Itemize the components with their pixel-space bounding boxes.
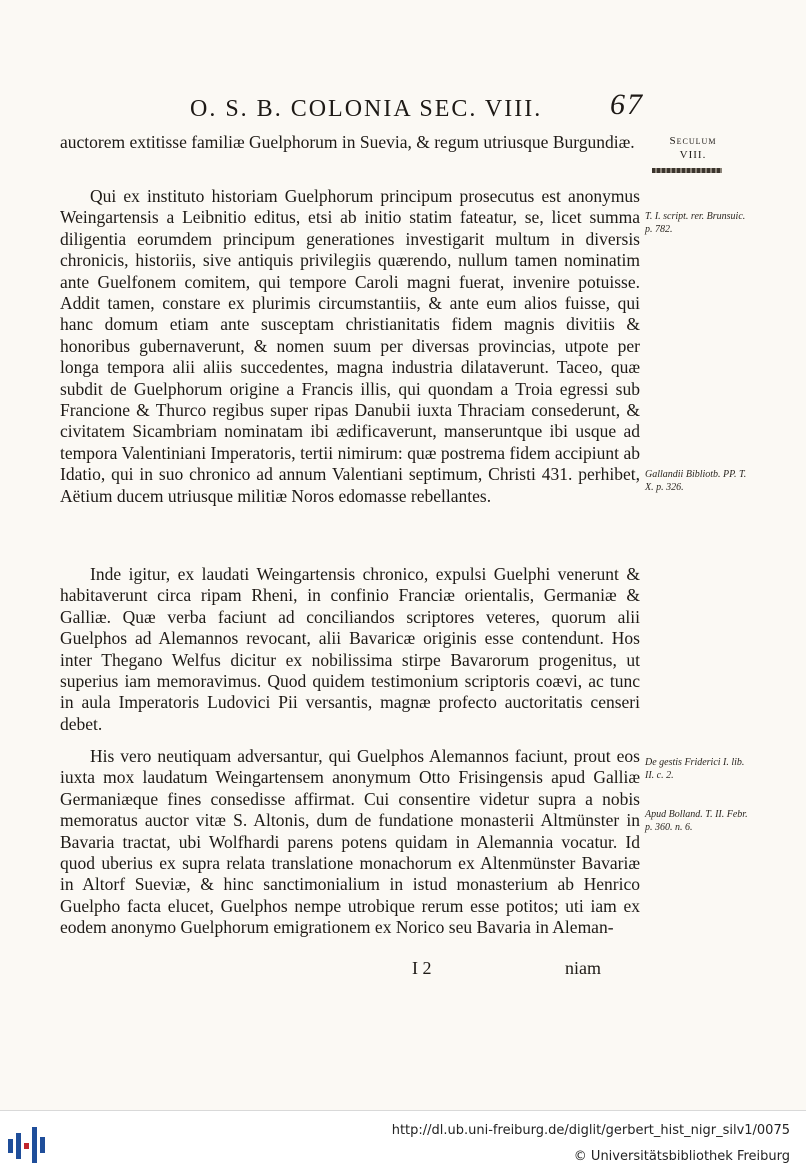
viewer-footer (0, 1110, 806, 1175)
paragraph-0 (60, 132, 640, 153)
source-url-link[interactable]: http://dl.ub.uni-freiburg.de/diglit/gerbert_hist_nigr_silv1/0075 (391, 1123, 790, 1138)
signature-mark: I 2 (412, 958, 432, 978)
paragraph-2 (60, 564, 640, 735)
margin-note-1: T. I. script. rer. Brunsuic. p. 782. (645, 211, 746, 235)
margin-note-3: De gestis Friderici I. lib. II. c. 2. (645, 757, 745, 781)
paragraph-text: Inde igitur, ex laudati Weingartensis chronico, expulsi Guelphi venerunt & habitaverunt circa ripam Rheni, in confinio Franciæ orientalis, Germaniæ & Galliæ. Quæ verba faciunt ad conciliandos scriptores veteres, quorum alii Guelphos ad Alemannos revocant, alii Bavaricæ originis esse contendunt. Hos inter Thegano Welfus dicitur ex nobilissima stirpe Bavarorum progenitus, ut superius iam memoravimus. Quod quidem testimonium scriptoris coævi, ac tunc in aula Imperatoris Ludovici Pii versantis, magnæ profecto auctoritatis censeri debet. (60, 564, 640, 734)
seculum-number: VIII. (679, 149, 707, 161)
catchword: niam (565, 958, 601, 978)
paragraph-3 (60, 746, 640, 939)
paragraph-1 (60, 186, 640, 507)
copyright-text: © Universitätsbibliothek Freiburg (573, 1149, 790, 1164)
page-number: 67 (610, 88, 644, 121)
paragraph-text: His vero neutiquam adversantur, qui Guelphos Alemannos faciunt, prout eos iuxta mox laudatum Weingartensem anonymum Otto Frisingensis apud Galliæ Germaniæque fines consedisse affirmat. Cui consentire videtur supra a nobis memoratus auctor vitæ S. Altonis, dum de fundatione monasterii Altmünster in Bavaria tractat, ubi Wolfhardi parens potens quidam in Alemannia vocatur. Id quod uberius ex supra relata translatione monachorum ex Altenmünster Bavariæ in Altorf Sueviæ, & hinc sanctimonialium in istud monasterium ab Henrico Guelpho facta elucet, Guelphos nempe utrobique rerum esse potitos; uti iam ex eodem anonymo Guelphorum emigrationem ex Norico seu Bavaria in Aleman- (60, 746, 640, 938)
running-header (190, 88, 644, 128)
margin-note-2: Gallandii Bibliotb. PP. T. X. p. 326. (645, 469, 747, 493)
seculum-marker (648, 134, 738, 173)
paragraph-text: Qui ex instituto historiam Guelphorum principum prosecutus est anonymus Weingartensis a Leibnitio editus, etsi ab initio statim fateatur, se, licet summa diligentia eorumdem principum generationes investigarit multum in diversis chronicis, historiis, sive antiquis privilegiis quærendo, nullum tamen nominatim ante Guelfonem comitem, qui tempore Caroli magni fuerat, invenire potuisse. Addit tamen, constare ex plurimis circumstantiis, & ante eum alios fuisse, qui hanc domum etiam ante susceptam christianitatis fidem magnis divitiis & honoribus gubernaverunt, & nomen suum per diversas provincias, utpote per longa tempora alii aliis succedentes, magna industria dilataverunt. Taceo, quæ subdit de Guelphorum origine a Francis illis, qui quondam a Troia egressi sub Francione & Thurco regibus super ripas Danubii iuxta Thraciam consederunt, & civitatem Sicambriam nominatam ibi ædificaverunt, manseruntque ibi usque ad tempora Valentiniani Imperatoris, tertii nimirum: quæ postrema fidem accipiunt ab Idatio, qui in suo chronico ad annum Valentiani septimum, Christi 431. perhibet, Aëtium ducem utriusque militiæ Noros edomasse rebellantes. (60, 186, 640, 506)
header-title: O. S. B. COLONIA SEC. VIII. (190, 96, 543, 122)
margin-note-4: Apud Bolland. T. II. Febr. p. 360. n. 6. (645, 809, 748, 833)
paragraph-text: auctorem extitisse familiæ Guelphorum in Suevia, & regum utriusque Burgundiæ. (60, 132, 635, 152)
seculum-label: Seculum (669, 135, 717, 147)
university-logo-icon (6, 1125, 50, 1165)
seculum-rule (652, 168, 722, 173)
